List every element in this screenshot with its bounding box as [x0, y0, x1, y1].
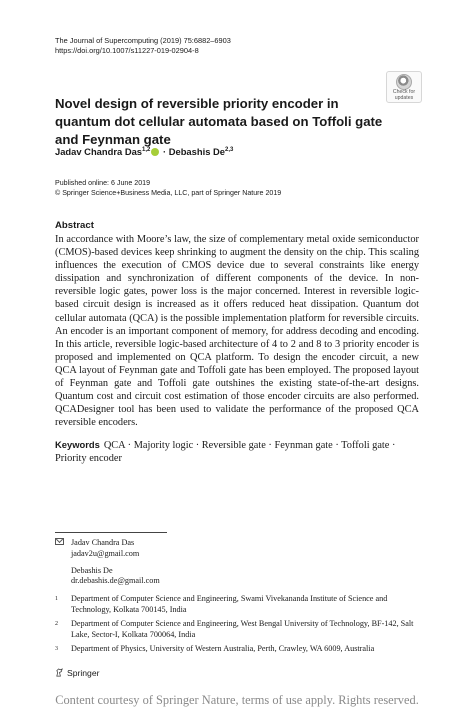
- journal-citation: The Journal of Supercomputing (2019) 75:6882–6903: [55, 36, 231, 45]
- journal-header: [55, 36, 231, 56]
- abstract-heading: Abstract: [55, 220, 94, 231]
- affiliation-text: Department of Physics, University of Western Australia, Perth, Crawley, WA 6009, Australia: [71, 644, 375, 653]
- copyright-notice: © Springer Science+Business Media, LLC, part of Springer Nature 2019: [55, 189, 282, 197]
- contact-entry: [71, 538, 160, 587]
- author-name[interactable]: Jadav Chandra Das: [55, 146, 143, 157]
- author-affiliation-marker: 2,3: [225, 146, 234, 153]
- paper-title: Novel design of reversible priority encoder in quantum dot cellular automata based on Toffoli gate and Feynman gate: [55, 96, 383, 147]
- contact-name: Debashis De: [71, 565, 113, 575]
- contact-name: Jadav Chandra Das: [71, 538, 135, 547]
- affiliation-text: Department of Computer Science and Engineering, Swami Vivekananda Institute of Science and Technology, Kolkata 700145, India: [71, 594, 388, 614]
- doi-link[interactable]: https://doi.org/10.1007/s11227-019-02904-8: [55, 46, 199, 55]
- contact-email[interactable]: jadav2u@gmail.com: [71, 548, 140, 558]
- check-for-updates-icon: [396, 74, 412, 90]
- published-online-date: Published online: 6 June 2019: [55, 179, 151, 187]
- badge-line-2: updates: [394, 94, 414, 101]
- affiliation: [55, 619, 415, 640]
- keywords-list: QCA · Majority logic · Reversible gate · Feynman gate · Toffoli gate · Priority encoder: [55, 440, 396, 465]
- affiliation: [55, 644, 415, 655]
- affiliation-number: 2: [55, 621, 58, 627]
- keywords-label: Keywords: [55, 439, 100, 450]
- publication-info: [55, 178, 281, 198]
- corresponding-contacts: [55, 538, 160, 587]
- orcid-icon[interactable]: [151, 148, 159, 156]
- springer-horse-icon: [55, 668, 64, 677]
- affiliation-text: Department of Computer Science and Engineering, West Bengal University of Technology, BF-142, Salt Lake, Sector-I, Kolkata 700064, India: [71, 619, 414, 639]
- author-affiliation-marker: 1,2: [142, 146, 151, 153]
- affiliation-number: 3: [55, 646, 58, 652]
- envelope-icon: [55, 538, 64, 545]
- author-name[interactable]: Debashis De: [168, 146, 225, 157]
- badge-line-1: Check for: [392, 89, 416, 95]
- publisher-logo: [55, 668, 99, 678]
- contact-email[interactable]: dr.debashis.de@gmail.com: [71, 576, 160, 586]
- affiliation-number: 1: [55, 596, 58, 602]
- affiliation: [55, 594, 415, 615]
- footer-notice: Content courtesy of Springer Nature, terms of use apply. Rights reserved.: [55, 693, 419, 707]
- check-for-updates-badge[interactable]: [386, 71, 422, 103]
- author-separator: ·: [162, 146, 167, 157]
- author-list: [55, 146, 233, 157]
- keywords-section: [55, 438, 419, 465]
- abstract-text: In accordance with Moore’s law, the size of complementary metal oxide semiconductor (CMOS)-based devices keep shrinking to augment the density on the chip. This scaling influences the execution of CMOS device due to several constraints like energy dissipation and synchronization of different components of the device. In non-reversible logic gates, power loss is the major concerned. Interest in reversible logic-based circuit design is increased as it offers reduced heat dissipation. Quantum dot cellular automata (QCA) is the possible implementation platform for reversible circuits. An encoder is an important component of memory, for address decoding and encoding. In this article, reversible logic-based architecture of 4 to 2 and 8 to 3 priority encoder is proposed and implemented on QCA platform. To design the encoder circuit, a new QCA layout of Feynman gate and Toffoli gate has been employed. The proposed layout of Feynman gate and Toffoli gate outshines the existing state-of-the-art designs. Quantum cost and circuit cost estimation of those encoder circuits are also performed. QCADesigner tool has been used to validate the performance of the proposed QCA reversible encoders.: [55, 234, 419, 429]
- footnote-divider: [55, 532, 167, 533]
- publisher-name: Springer: [67, 668, 100, 678]
